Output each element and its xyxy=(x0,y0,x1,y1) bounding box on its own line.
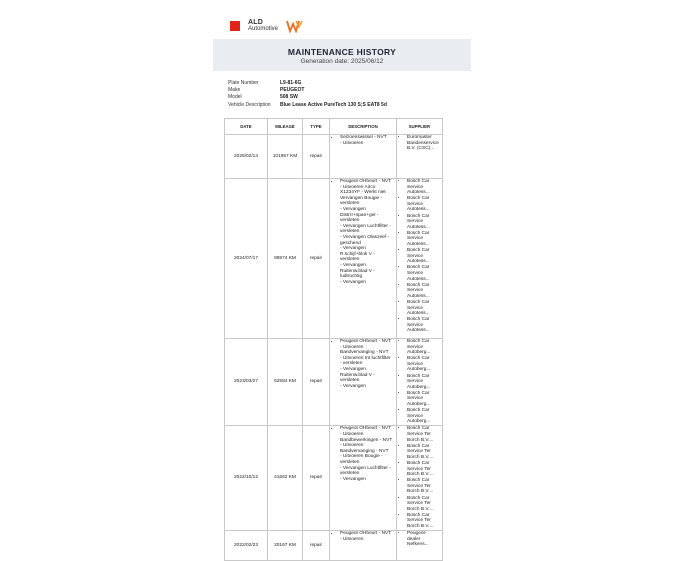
vehicle-info-label: Vehicle Description xyxy=(228,101,271,108)
supplier-item: • Bosch Car Service Autotess... xyxy=(407,196,439,213)
cell-date: 2022/10/12 xyxy=(225,426,268,531)
supplier-item: • Bosch Car Service Autoberg... xyxy=(407,391,439,408)
cell-supplier xyxy=(397,179,443,339)
col-description: DESCRIPTION xyxy=(330,119,397,135)
vehicle-info-value: Blue Lease Active PureTech 130 S;S EAT8 5d xyxy=(280,101,387,108)
vehicle-info-label: Model xyxy=(228,94,242,101)
supplier-item: • Bosch Car Service Ter Borch B.V.... xyxy=(407,496,439,513)
cell-mileage: 88974 KM xyxy=(268,179,303,339)
cell-mileage: 41662 KM xyxy=(268,426,303,531)
cell-description xyxy=(330,426,397,531)
description-item: • Peugeot OHbeurt - NVT - Uitvoeren Bandvervanging - NVT - Uitvoeren Int luchtfilter - versleten - Vervangen Ruitenw.blad V - versleten - Vervangen xyxy=(340,339,393,389)
supplier-item: • Bosch Car Service Autoberg... xyxy=(407,374,439,391)
report-banner xyxy=(213,39,471,71)
vehicle-info-value: L9-81-6G xyxy=(280,80,302,86)
table-row xyxy=(225,531,443,561)
supplier-item: • Bosch Car Service Autotess... xyxy=(407,231,439,248)
cell-supplier xyxy=(397,339,443,426)
vehicle-info-label: Make xyxy=(228,87,241,94)
cell-date: 2024/07/17 xyxy=(225,179,268,339)
description-item: • Peugeot OHbeurt - NVT - Uitvoeren Airco X1234YF - Werkt niet Vervangen Bougie - versleten - Vervangen Distrrr+span+gel - versleten - Vervangen Luchtfilter - versleten - Vervangen Olaszeef - geschend - Vervangen R.schijf+blok V - versleten - Vervangen Ruitenw.blad V - ludtruchtig - Vervangen xyxy=(340,179,393,285)
vehicle-info xyxy=(228,80,387,109)
cell-supplier xyxy=(397,531,443,561)
ald-logo-icon xyxy=(230,21,240,31)
cell-description xyxy=(330,135,397,179)
cell-type: repair xyxy=(303,339,330,426)
supplier-item: • Bosch Car Service Autotess... xyxy=(407,214,439,231)
cell-supplier xyxy=(397,426,443,531)
supplier-item: • Bosch Car Service Autotess... xyxy=(407,248,439,265)
supplier-item: • Bosch Car Service Ter Borch B.V.... xyxy=(407,444,439,461)
cell-mileage: 62584 KM xyxy=(268,339,303,426)
supplier-item: • Bosch Car Service Autotess... xyxy=(407,283,439,300)
table-row xyxy=(225,339,443,426)
generation-date: Generation date: 2025/06/12 xyxy=(300,58,384,65)
col-type: TYPE xyxy=(303,119,330,135)
cell-date: 2025/02/14 xyxy=(225,135,268,179)
table-row xyxy=(225,179,443,339)
vehicle-info-row xyxy=(228,102,387,109)
supplier-item: • Bosch Car Service Autotess... xyxy=(407,265,439,282)
cell-supplier xyxy=(397,135,443,179)
maintenance-table xyxy=(224,118,443,561)
cell-description xyxy=(330,339,397,426)
cell-date: 2023/03/27 xyxy=(225,339,268,426)
cell-description xyxy=(330,531,397,561)
report-title: MAINTENANCE HISTORY xyxy=(287,47,397,57)
cell-type: repair xyxy=(303,426,330,531)
supplier-item: • Bosch Car Service Ter Borch B.V.... xyxy=(407,513,439,530)
ald-logo-text: ALD Automotive xyxy=(248,19,279,32)
col-supplier: SUPPLIER xyxy=(397,119,443,135)
supplier-item: • Bosch Car Service Ter Borch B.V.... xyxy=(407,461,439,478)
supplier-item: • Bosch Car Service Autotess... xyxy=(407,300,439,317)
cell-mileage: 101957 KM xyxy=(268,135,303,179)
vehicle-info-row xyxy=(228,94,387,101)
table-header-row xyxy=(225,119,443,135)
col-date: DATE xyxy=(225,119,268,135)
supplier-item: • Bosch Car Service Autotess... xyxy=(407,179,439,196)
supplier-item: • Bosch Car Service Ter Borch B.V.... xyxy=(407,426,439,443)
cell-date: 2022/02/23 xyxy=(225,531,268,561)
supplier-item: • Bosch Car Service Autoberg... xyxy=(407,339,439,356)
supplier-item: • Bosch Car Service Autotess... xyxy=(407,317,439,334)
supplier-item: • Euromaster Bandenservice B.V. (CSC)... xyxy=(407,135,439,152)
supplier-item: • Bosch Car Service Autoberg... xyxy=(407,356,439,373)
supplier-item: • Bosch Car Service Ter Borch B.V.... xyxy=(407,478,439,495)
header-logos xyxy=(230,17,304,35)
description-item: • Peugeot OHbeurt - NVT - Uitvoeren Bandbewerkingen - NVT - Uitvoeren Bandvervanging - NVT - Uitvoeren Bougie - versleten - Vervangen Luchtfilter - versleten - Vervangen xyxy=(340,426,393,482)
table-row xyxy=(225,426,443,531)
cell-mileage: 20167 KM xyxy=(268,531,303,561)
supplier-item: • Bosch Car Service Autoberg... xyxy=(407,408,439,425)
supplier-item: • Peugeot-dealer Nefkens... xyxy=(407,531,439,548)
cell-type: repair xyxy=(303,179,330,339)
partner-logo-icon xyxy=(286,19,304,33)
table-row xyxy=(225,135,443,179)
cell-description xyxy=(330,179,397,339)
cell-type: repair xyxy=(303,135,330,179)
description-item: • Peugeot OHbeurt - NVT - Uitvoeren xyxy=(340,531,393,542)
description-item: • Seizoenswissel - NVT - Uitvoeren xyxy=(340,135,393,146)
vehicle-info-value: PEUGEOT xyxy=(280,87,305,94)
vehicle-info-value: 508 SW xyxy=(280,94,298,101)
col-mileage: MILEAGE xyxy=(268,119,303,135)
vehicle-info-row xyxy=(228,87,387,94)
vehicle-info-row xyxy=(228,80,387,87)
vehicle-info-label: Plate Number xyxy=(228,80,259,86)
cell-type: repair xyxy=(303,531,330,561)
